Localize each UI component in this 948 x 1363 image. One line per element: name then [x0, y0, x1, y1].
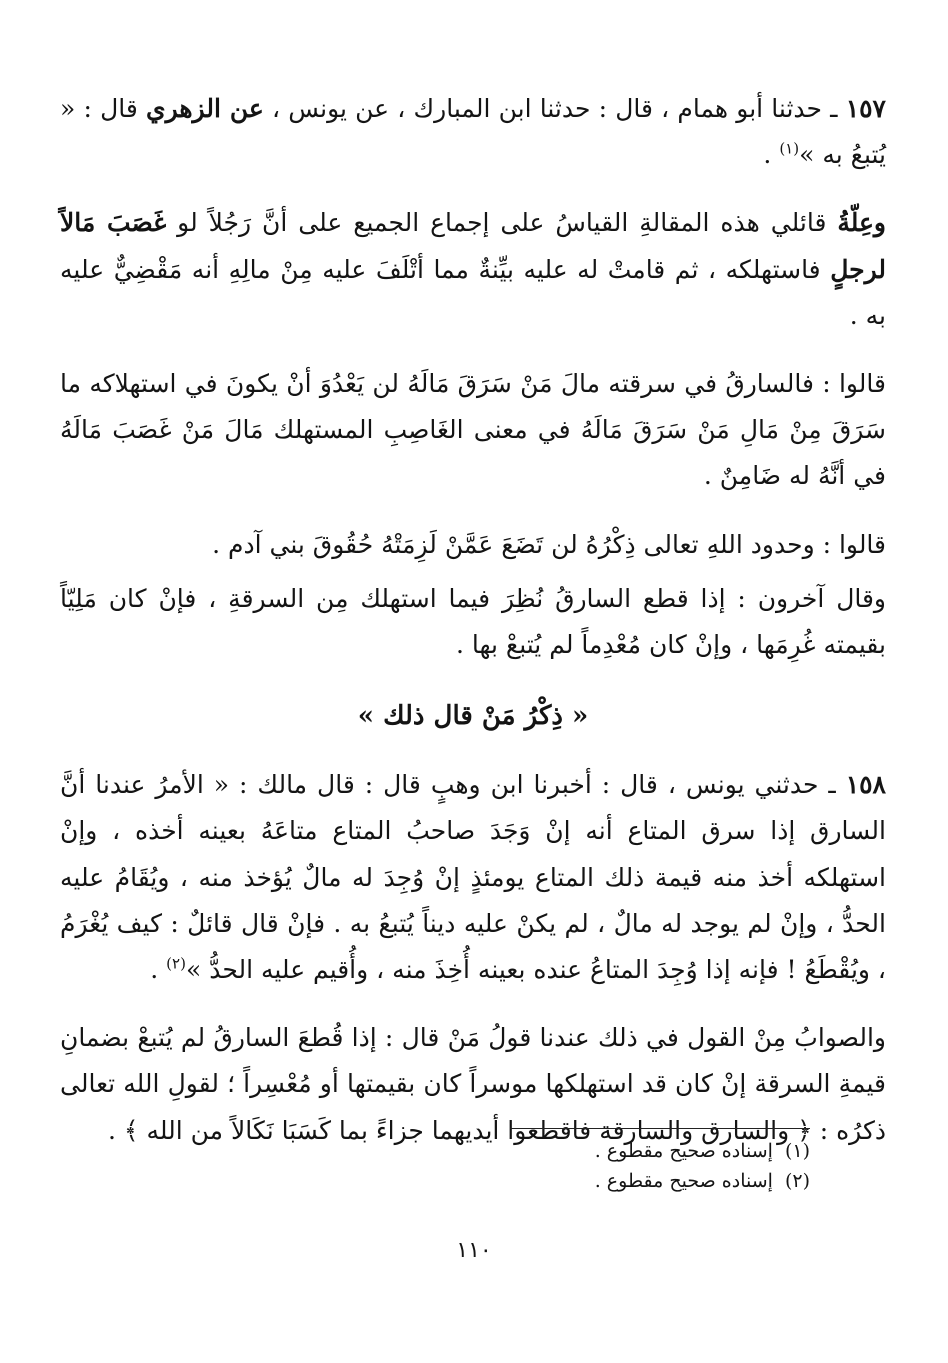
- footnote-separator: [510, 1128, 810, 1129]
- hadith-text: قال : « يُتبعُ به »: [60, 94, 886, 170]
- paragraph-text: فاستهلكه ، ثم قامتْ له عليه بيِّنةٌ مما أتْلَفَ عليه مِنْ مالِهِ أنه مَقْضِيٌّ عليه به .: [60, 254, 886, 330]
- paragraph-hudud: قالوا : وحدود اللهِ تعالى ذِكْرُهُ لن تَضَعَ عَمَّنْ لَزِمَتْهُ حُقُوقَ بني آدم .: [212, 529, 886, 559]
- hadith-number: ١٥٧: [845, 94, 886, 123]
- footnote-marker: (٢): [166, 954, 186, 973]
- narrator-name: عن الزهري: [146, 94, 264, 123]
- page-body: [60, 86, 886, 1154]
- hadith-158: [60, 762, 886, 993]
- paragraph-analogy: قالوا : فالسارقُ في سرقته مالَ مَنْ سَرَقَ مَالَهُ لن يَعْدُوَ أنْ يكونَ في استهلاكه ما سَرَقَ مِنْ مَالِ مَنْ سَرَقَ مَالَهُ في معنى الغَاصِبِ المستهلك مَالَ مَنْ غَصَبَ مَالَهُ في أنَّهُ له ضَامِنٌ .: [60, 369, 886, 491]
- footnote: [560, 1136, 810, 1166]
- footnote-text: إسناده صحيح مقطوع .: [594, 1170, 773, 1192]
- footnote-marker: (١): [779, 139, 800, 158]
- keyword: غَصَبَ مَالاً لرجلٍ: [60, 208, 886, 284]
- sentence-end: .: [763, 140, 780, 170]
- hadith-text: ـ حدثني يونس ، قال : أخبرنا ابن وهبٍ قال : قال مالك : « الأمرُ عندنا أنَّ السارق إذا سرق المتاع أنه إنْ وَجَدَ صاحبُ المتاع متاعَهُ بعينه أخذه ، وإنْ استهلكه أخذ منه قيمة ذلك المتاع يومئذٍ إنْ وُجِدَ له مالٌ يُؤخذ منه ، ويُقَامُ عليه الحدُّ ، وإنْ لم يوجد له مالٌ ، لم يكنْ عليه ديناً يُتبعُ به . فإنْ قال قائلٌ : كيف يُغْرَمُ ، ويُقْطَعُ ! فإنه إذا وُجِدَ المتاعُ عنده بعينه أُخِذَ منه ، وأُقيم عليه الحدُّ »: [60, 770, 886, 985]
- footnote-number: (٢): [784, 1170, 810, 1192]
- footnote-text: إسناده صحيح مقطوع .: [594, 1140, 773, 1162]
- footnote-number: (١): [784, 1140, 810, 1162]
- footnote: [560, 1166, 810, 1196]
- sentence-end: .: [150, 955, 167, 985]
- section-heading: « ذِكْرُ مَنْ قال ذلك »: [357, 701, 589, 732]
- hadith-text: ـ حدثنا أبو همام ، قال : حدثنا ابن المبارك ، عن يونس ،: [263, 94, 846, 123]
- keyword: وعِلّةُ: [837, 208, 886, 238]
- paragraph-others: وقال آخرون : إذا قطع السارقُ نُظِرَ فيما استهلك مِن السرقةِ ، فإنْ كان مَلِيّاً بقيمته غُرِمَها ، وإنْ كان مُعْدِماً لم يُتبعْ بها .: [60, 583, 886, 660]
- hadith-number: ١٥٨: [845, 770, 886, 800]
- hadith-157: [60, 86, 886, 178]
- page-number: ١١٠: [456, 1238, 492, 1263]
- paragraph-conclusion: والصوابُ مِنْ القول في ذلك عندنا قولُ مَنْ قال : إذا قُطعَ السارقُ لم يُتبعْ بضمانِ قيمةِ السرقة إنْ كان قد استهلكها موسراً كان بقيمتها أو مُعْسِراً ؛ لقولِ الله تعالى ذكرُه : ﴿ والسارق والسارقة فاقطعوا أيديهما جزاءً بما كَسَبَا نَكَالاً من الله ﴾ .: [60, 1023, 886, 1145]
- paragraph-reasoning: [60, 200, 886, 339]
- paragraph-text: قائلي هذه المقالةِ القياسُ على إجماع الجميع على أنَّ رَجُلاً لو: [166, 208, 838, 238]
- footnotes: [560, 1136, 810, 1196]
